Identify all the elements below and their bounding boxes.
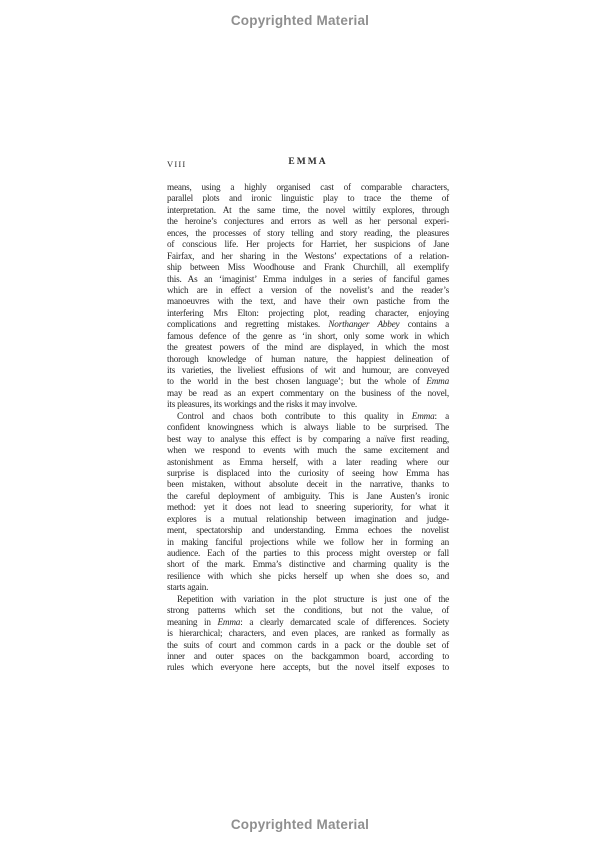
- text-line: strong patterns which set the conditions, but not the value, of: [167, 605, 449, 616]
- text-line: the heroine’s conjectures and errors as well as her personal experi-: [167, 216, 449, 227]
- text-line: complications and regretting mistakes. Northanger Abbey contains a: [167, 319, 450, 330]
- page-body: [167, 182, 449, 674]
- text-line: ment, spectatorship and understanding. Emma echoes the novelist: [167, 525, 449, 536]
- text-line: starts again.: [167, 582, 209, 593]
- text-line: manoeuvres with the text, and have their own pastiche from the: [167, 296, 449, 307]
- text-line: surprise is displaced into the curiosity of seeing how Emma has: [167, 467, 449, 478]
- text-line: inner and outer spaces on the backgammon board, according to: [167, 650, 449, 661]
- text-line: Repetition with variation in the plot structure is just one of the: [177, 593, 449, 604]
- text-line: the greatest powers of the mind are displayed, in which the most: [167, 342, 449, 353]
- page-number: VIII: [167, 159, 187, 169]
- text-line: of conscious life. Her projects for Harriet, her suspicions of Jane: [167, 239, 449, 250]
- text-line: when we respond to events with much the same excitement and: [167, 445, 449, 456]
- text-line: rules which everyone here accepts, but the novel itself exposes to: [167, 662, 449, 673]
- text-line: interpretation. At the same time, the novel wittily explores, through: [167, 204, 449, 215]
- text-line: audience. Each of the parties to this process might overstep or fall: [167, 548, 449, 558]
- text-line: which are in effect a version of the novelist’s and the reader’s: [167, 284, 449, 295]
- text-line: confident knowingness which is always liable to be surprised. The: [167, 422, 449, 433]
- text-line: meaning in Emma: a clearly demarcated scale of differences. Society: [167, 616, 449, 627]
- text-line: is hierarchical; characters, and even places, are ranked as formally as: [167, 628, 449, 639]
- text-line: means, using a highly organised cast of comparable characters,: [167, 182, 449, 192]
- text-line: this. As an ‘imaginist’ Emma indulges in a series of fanciful games: [167, 273, 449, 284]
- text-line: interfering Mrs Elton: projecting plot, reading character, enjoying: [167, 307, 449, 318]
- text-line: in making fanciful projections while we follow her in forming an: [167, 536, 449, 547]
- text-line: method: yet it does not lead to sneering superiority, for what it: [167, 502, 449, 513]
- text-line: its pleasures, its workings and the risks it may involve.: [167, 399, 357, 410]
- text-line: ship between Miss Woodhouse and Frank Churchill, all exemplify: [167, 262, 449, 273]
- text-line: been mistaken, without absolute deceit in the narrative, thanks to: [167, 479, 449, 490]
- text-line: explores is a mutual relationship between imagination and judge-: [167, 513, 449, 524]
- text-line: its varieties, the liveliest effusions of wit and humour, are conveyed: [167, 365, 449, 375]
- copyright-notice-top: Copyrighted Material: [230, 13, 370, 28]
- text-line: short of the mark. Emma’s distinctive and charming quality is the: [167, 559, 449, 570]
- text-line: astonishment as Emma herself, with a later reading where our: [167, 456, 449, 467]
- text-line: to the world in the best chosen language’; but the whole of Emma: [167, 376, 449, 387]
- text-line: parallel plots and ironic linguistic play to trace the theme of: [167, 193, 449, 204]
- text-line: Control and chaos both contribute to this quality in Emma: a: [177, 410, 450, 421]
- text-line: the careful deployment of ambiguity. This is Jane Austen’s ironic: [167, 490, 449, 501]
- text-line: best way to analyse this effect is by comparing a naïve first reading,: [167, 433, 449, 444]
- text-line: ences, the processes of story telling and story reading, the pleasures: [167, 227, 449, 238]
- text-line: the suits of court and common cards in a pack or the double set of: [167, 639, 449, 650]
- running-title: EMMA: [288, 157, 328, 167]
- text-line: resilience with which she picks herself up when she does so, and: [167, 570, 449, 581]
- text-line: Fairfax, and her sharing in the Westons’ expectations of a relation-: [167, 250, 449, 261]
- text-line: may be read as an expert commentary on the business of the novel,: [167, 387, 449, 398]
- text-line: thorough knowledge of human nature, the happiest delineation of: [167, 353, 449, 364]
- page-header: [167, 157, 449, 170]
- text-block: [167, 157, 449, 674]
- copyright-notice-bottom: Copyrighted Material: [230, 817, 370, 832]
- text-line: famous defence of the genre as ‘in short, only some work in which: [167, 330, 449, 341]
